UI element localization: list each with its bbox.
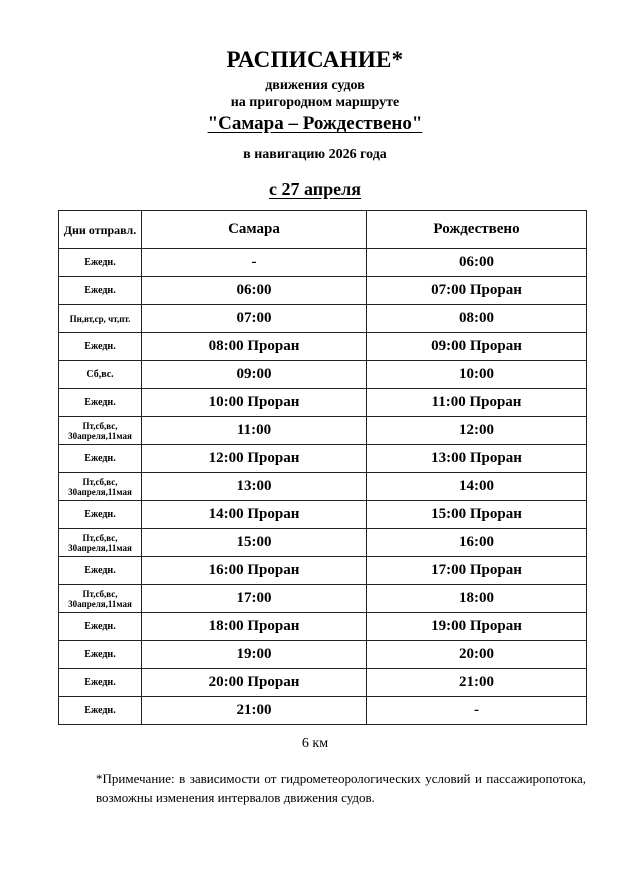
days-cell: Ежедн. [59,389,142,417]
rozhdestveno-departure-cell: 14:00 [367,473,587,501]
days-cell: Ежедн. [59,333,142,361]
samara-departure-cell: 13:00 [142,473,367,501]
table-row [59,277,587,305]
subtitle-line-2: на пригородном маршруте [230,95,400,110]
rozhdestveno-departure-cell: - [367,697,587,725]
days-cell: Ежедн. [59,557,142,585]
days-cell: Пт,сб,вс, 30апреля,11мая [59,473,142,501]
samara-departure-cell: 16:00 Проран [142,557,367,585]
schedule-table [58,210,587,725]
rozhdestveno-departure-cell: 17:00 Проран [367,557,587,585]
samara-departure-cell: 21:00 [142,697,367,725]
distance-label: 6 км [301,736,329,751]
samara-departure-cell: 12:00 Проран [142,445,367,473]
table-row [59,333,587,361]
rozhdestveno-departure-cell: 09:00 Проран [367,333,587,361]
days-cell: Пт,сб,вс, 30апреля,11мая [59,529,142,557]
start-date: с 27 апреля [269,179,361,199]
table-row [59,613,587,641]
table-row [59,473,587,501]
days-cell: Ежедн. [59,501,142,529]
table-row [59,501,587,529]
samara-departure-cell: 06:00 [142,277,367,305]
season-label: в навигацию 2026 года [243,147,387,162]
rozhdestveno-departure-cell: 16:00 [367,529,587,557]
samara-departure-cell: 20:00 Проран [142,669,367,697]
rozhdestveno-departure-cell: 20:00 [367,641,587,669]
column-header-samara: Самара [142,211,367,249]
samara-departure-cell: 14:00 Проран [142,501,367,529]
table-row [59,249,587,277]
days-cell: Ежедн. [59,641,142,669]
table-row [59,557,587,585]
table-row [59,585,587,613]
column-header-days: Дни отправл. [59,211,142,249]
table-row [59,417,587,445]
samara-departure-cell: 11:00 [142,417,367,445]
rozhdestveno-departure-cell: 10:00 [367,361,587,389]
rozhdestveno-departure-cell: 11:00 Проран [367,389,587,417]
samara-departure-cell: 08:00 Проран [142,333,367,361]
days-cell: Пн,вт,ср, чт,пт. [59,305,142,333]
table-row [59,305,587,333]
days-cell: Ежедн. [59,669,142,697]
subtitle-line-1: движения судов [265,78,365,93]
rozhdestveno-departure-cell: 15:00 Проран [367,501,587,529]
table-row [59,389,587,417]
days-cell: Ежедн. [59,445,142,473]
rozhdestveno-departure-cell: 19:00 Проран [367,613,587,641]
route-name: "Самара – Рождествено" [207,113,423,134]
rozhdestveno-departure-cell: 21:00 [367,669,587,697]
table-row [59,361,587,389]
samara-departure-cell: 17:00 [142,585,367,613]
days-cell: Сб,вс. [59,361,142,389]
column-header-rozhdestveno: Рождествено [367,211,587,249]
rozhdestveno-departure-cell: 12:00 [367,417,587,445]
table-row [59,697,587,725]
samara-departure-cell: 18:00 Проран [142,613,367,641]
footnote: *Примечание: в зависимости от гидрометеорологических условий и пассажиропотока, возможны изменения интервалов движения судов. [96,771,586,805]
rozhdestveno-departure-cell: 13:00 Проран [367,445,587,473]
samara-departure-cell: 19:00 [142,641,367,669]
days-cell: Ежедн. [59,249,142,277]
table-row [59,641,587,669]
samara-departure-cell: 09:00 [142,361,367,389]
days-cell: Пт,сб,вс, 30апреля,11мая [59,585,142,613]
samara-departure-cell: 07:00 [142,305,367,333]
rozhdestveno-departure-cell: 08:00 [367,305,587,333]
page-title: РАСПИСАНИЕ* [226,47,404,72]
days-cell: Ежедн. [59,697,142,725]
table-row [59,669,587,697]
samara-departure-cell: - [142,249,367,277]
days-cell: Ежедн. [59,277,142,305]
rozhdestveno-departure-cell: 18:00 [367,585,587,613]
table-header-row [59,211,587,249]
schedule-body [59,249,587,725]
days-cell: Ежедн. [59,613,142,641]
days-cell: Пт,сб,вс, 30апреля,11мая [59,417,142,445]
samara-departure-cell: 15:00 [142,529,367,557]
table-row [59,529,587,557]
rozhdestveno-departure-cell: 07:00 Проран [367,277,587,305]
rozhdestveno-departure-cell: 06:00 [367,249,587,277]
table-row [59,445,587,473]
samara-departure-cell: 10:00 Проран [142,389,367,417]
